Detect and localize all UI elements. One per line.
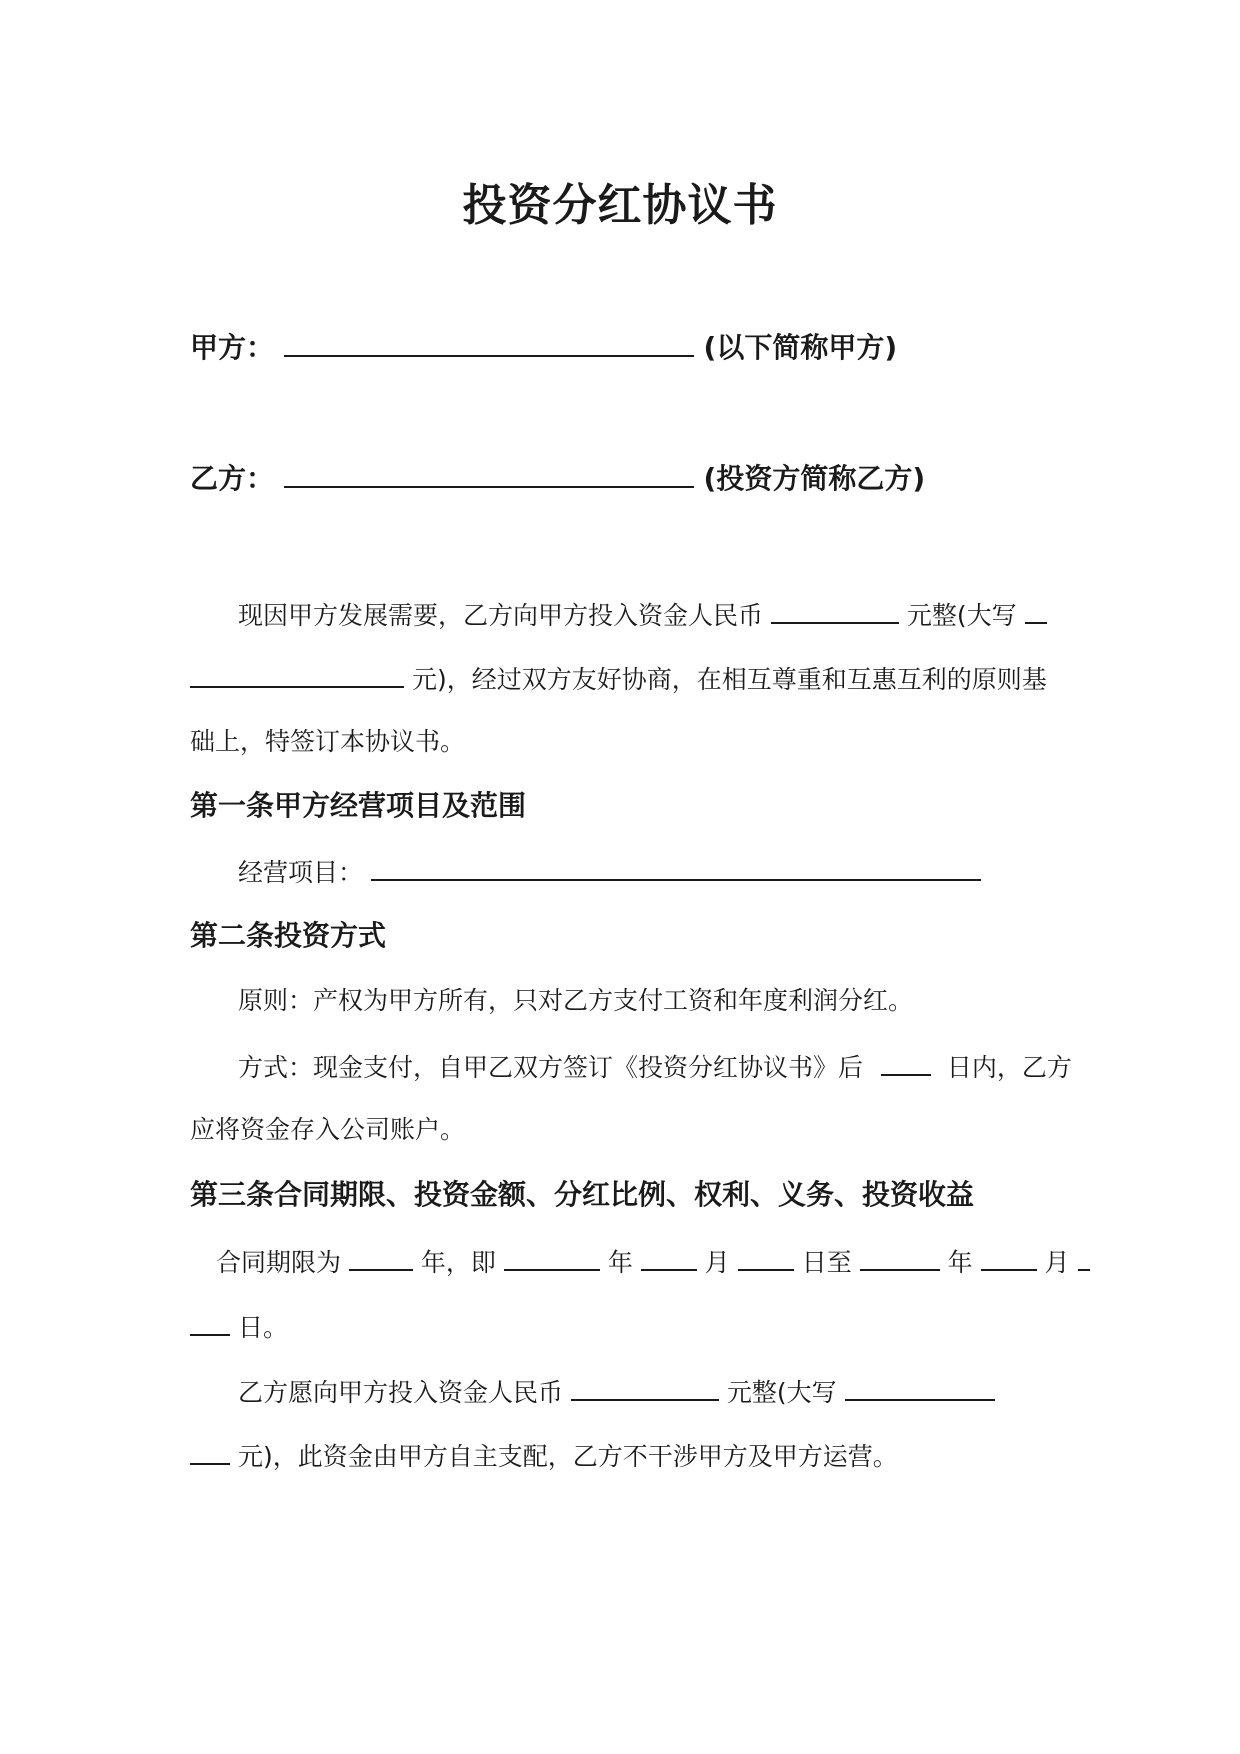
article-2-method-line-1 xyxy=(238,1048,1072,1086)
term-prefix: 合同期限为 xyxy=(216,1248,342,1277)
term-y2: 年 xyxy=(947,1248,973,1277)
term-d1: 日至 xyxy=(801,1248,852,1277)
term-years-blank[interactable] xyxy=(349,1243,413,1271)
article-3-term-line-1 xyxy=(216,1243,1090,1281)
invest-mid: 元整(大写 xyxy=(726,1378,837,1407)
article-3-heading: 第三条合同期限、投资金额、分红比例、权利、义务、投资收益 xyxy=(190,1178,975,1211)
document-title: 投资分红协议书 xyxy=(462,180,778,231)
party-b-blank[interactable] xyxy=(284,460,694,488)
intro-line1-tail: 元整(大写 xyxy=(906,601,1017,630)
party-a-blank[interactable] xyxy=(284,329,694,357)
intro-uppercase-blank-end[interactable] xyxy=(190,660,404,688)
method-suffix: 日内，乙方 xyxy=(946,1053,1072,1082)
end-month-blank[interactable] xyxy=(981,1243,1037,1271)
intro-line-3: 础上，特签订本协议书。 xyxy=(190,727,466,756)
party-a-line xyxy=(190,329,897,366)
end-day-blank-start[interactable] xyxy=(1078,1243,1090,1271)
article-3-invest-line-1 xyxy=(238,1373,995,1411)
party-a-suffix: (以下简称甲方) xyxy=(703,331,898,364)
party-b-suffix: (投资方简称乙方) xyxy=(703,462,926,495)
intro-line-2 xyxy=(190,660,1047,698)
intro-line1-text: 现因甲方发展需要，乙方向甲方投入资金人民币 xyxy=(238,601,764,630)
method-prefix: 方式：现金支付，自甲乙双方签订《投资分红协议书》后 xyxy=(238,1053,864,1082)
term-year-text: 年，即 xyxy=(420,1248,496,1277)
end-year-blank[interactable] xyxy=(860,1243,940,1271)
article-2-principle: 原则：产权为甲方所有，只对乙方支付工资和年度利润分红。 xyxy=(238,986,914,1015)
business-item-blank[interactable] xyxy=(371,853,981,881)
start-year-blank[interactable] xyxy=(504,1243,600,1271)
article-2-heading: 第二条投资方式 xyxy=(190,919,387,952)
article-3-invest-line-2 xyxy=(190,1437,898,1475)
invest-end: 元)，此资金由甲方自主支配，乙方不干涉甲方及甲方运营。 xyxy=(237,1442,898,1471)
term-y1: 年 xyxy=(607,1248,633,1277)
article-1-heading: 第一条甲方经营项目及范围 xyxy=(190,789,527,822)
term-m1: 月 xyxy=(704,1248,730,1277)
intro-uppercase-blank-start[interactable] xyxy=(1025,596,1047,624)
business-item-label: 经营项目： xyxy=(238,858,364,887)
invest-uppercase-blank-end[interactable] xyxy=(190,1437,230,1465)
article-2-method-line-2: 应将资金存入公司账户。 xyxy=(190,1115,466,1144)
start-month-blank[interactable] xyxy=(641,1243,697,1271)
invest-uppercase-blank-start[interactable] xyxy=(845,1373,995,1401)
start-day-blank[interactable] xyxy=(738,1243,794,1271)
end-day-blank-end[interactable] xyxy=(190,1308,230,1336)
invest-prefix: 乙方愿向甲方投入资金人民币 xyxy=(238,1378,564,1407)
article-3-term-line-2 xyxy=(190,1308,288,1346)
term-m2: 月 xyxy=(1044,1248,1070,1277)
method-days-blank[interactable] xyxy=(881,1048,931,1076)
party-b-label: 乙方： xyxy=(190,462,275,495)
intro-amount-blank[interactable] xyxy=(771,596,899,624)
party-a-label: 甲方： xyxy=(190,331,275,364)
intro-line2-tail: 元)，经过双方友好协商，在相互尊重和互惠互利的原则基 xyxy=(411,665,1047,694)
term-end: 日。 xyxy=(237,1313,288,1342)
invest-amount-blank[interactable] xyxy=(571,1373,719,1401)
party-b-line xyxy=(190,460,925,497)
article-1-item-line xyxy=(238,853,981,891)
intro-line-1 xyxy=(238,596,1047,634)
